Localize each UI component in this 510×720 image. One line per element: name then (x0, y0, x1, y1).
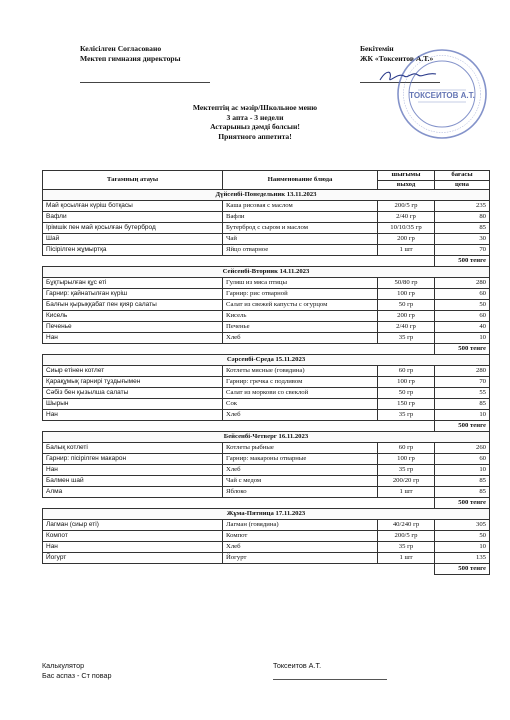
table-row (43, 542, 490, 553)
total-spacer (43, 498, 435, 509)
dish-price: 55 (435, 388, 490, 399)
dish-price: 280 (435, 278, 490, 289)
table-row (43, 410, 490, 421)
dish-output: 200/20 гр (378, 476, 435, 487)
dish-output: 1 шт (378, 553, 435, 564)
dish-name-ru: Бутерброд с сыром и маслом (223, 223, 378, 234)
table-row (43, 245, 490, 256)
dish-output: 35 гр (378, 542, 435, 553)
dish-name-kz: Шай (43, 234, 223, 245)
dish-output: 150 гр (378, 399, 435, 410)
dish-name-kz: Нан (43, 542, 223, 553)
day-total: 500 тенге (435, 421, 490, 432)
day-title: Жұма-Пятница 17.11.2023 (43, 509, 490, 520)
footer-signature-line (273, 679, 387, 680)
dish-price: 85 (435, 487, 490, 498)
dish-price: 40 (435, 322, 490, 333)
dish-name-ru: Хлеб (223, 410, 378, 421)
table-row (43, 531, 490, 542)
dish-name-kz: Вафли (43, 212, 223, 223)
table-row (43, 520, 490, 531)
dish-output: 35 гр (378, 333, 435, 344)
dish-output: 50/80 гр (378, 278, 435, 289)
dish-price: 85 (435, 223, 490, 234)
total-spacer (43, 421, 435, 432)
day-total-row (43, 498, 490, 509)
approve-company: ЖК «Токсеитов А.Т.» (360, 54, 434, 63)
dish-price: 305 (435, 520, 490, 531)
header-name-ru: Наименование блюда (223, 171, 378, 190)
dish-output: 100 гр (378, 454, 435, 465)
dish-price: 60 (435, 454, 490, 465)
dish-price: 280 (435, 366, 490, 377)
footer-signer-name: Токсеитов А.Т. (273, 661, 322, 670)
day-total-row (43, 256, 490, 267)
dish-name-ru: Кисель (223, 311, 378, 322)
approval-title: Келісілген Согласовано (80, 44, 162, 53)
dish-name-ru: Яйцо отварное (223, 245, 378, 256)
table-row (43, 399, 490, 410)
dish-name-kz: Май қосылған күріш ботқасы (43, 201, 223, 212)
menu-week: 3 апта - 3 недели (226, 112, 284, 122)
dish-name-ru: Котлеты рыбные (223, 443, 378, 454)
menu-wish-ru: Приятного аппетита! (218, 131, 292, 141)
dish-output: 60 гр (378, 366, 435, 377)
dish-output: 2/40 гр (378, 212, 435, 223)
day-total-row (43, 564, 490, 575)
handwritten-signature (378, 66, 438, 86)
dish-name-kz: Нан (43, 333, 223, 344)
dish-name-kz: Бұқтырылған құс еті (43, 278, 223, 289)
total-spacer (43, 256, 435, 267)
menu-table (42, 170, 490, 575)
footer-left (42, 661, 112, 681)
dish-name-kz: Шырын (43, 399, 223, 410)
approval-signature-line (80, 82, 210, 83)
footer-right (273, 661, 321, 671)
table-row (43, 201, 490, 212)
dish-price: 10 (435, 333, 490, 344)
table-row (43, 212, 490, 223)
dish-name-ru: Чай с медом (223, 476, 378, 487)
dish-output: 100 гр (378, 289, 435, 300)
day-header-row (43, 267, 490, 278)
day-header-row (43, 190, 490, 201)
dish-name-ru: Хлеб (223, 465, 378, 476)
dish-name-ru: Каша рисовая с маслом (223, 201, 378, 212)
dish-price: 235 (435, 201, 490, 212)
dish-name-kz: Балық котлеті (43, 443, 223, 454)
dish-name-ru: Хлеб (223, 333, 378, 344)
approval-block (80, 44, 181, 64)
dish-output: 60 гр (378, 443, 435, 454)
dish-name-kz: Сиыр етінен котлет (43, 366, 223, 377)
dish-name-ru: Гарнир: рис отварной (223, 289, 378, 300)
day-header-row (43, 509, 490, 520)
day-title: Сәрсенбі-Среда 15.11.2023 (43, 355, 490, 366)
day-total-row (43, 344, 490, 355)
table-row (43, 278, 490, 289)
dish-price: 70 (435, 377, 490, 388)
day-header-row (43, 432, 490, 443)
dish-name-kz: Компот (43, 531, 223, 542)
dish-name-kz: Ірімшік пен май қосылған бутерброд (43, 223, 223, 234)
dish-output: 2/40 гр (378, 322, 435, 333)
dish-name-ru: Котлеты мясные (говядина) (223, 366, 378, 377)
footer-calculator: Калькулятор (42, 661, 85, 670)
table-row (43, 476, 490, 487)
table-row (43, 443, 490, 454)
dish-output: 1 шт (378, 245, 435, 256)
dish-name-kz: Лагман (сиыр еті) (43, 520, 223, 531)
dish-name-kz: Йогурт (43, 553, 223, 564)
total-spacer (43, 564, 435, 575)
dish-name-kz: Балмен шай (43, 476, 223, 487)
dish-name-kz: Пісірілген жұмыртқа (43, 245, 223, 256)
menu-title: Мектептің ас мәзір/Школьное меню (192, 103, 318, 112)
dish-name-ru: Салат из моркови со свеклой (223, 388, 378, 399)
dish-price: 50 (435, 300, 490, 311)
dish-name-ru: Гуляш из мяса птицы (223, 278, 378, 289)
dish-name-kz: Гарнир: қайнатылған күріш (43, 289, 223, 300)
total-spacer (43, 344, 435, 355)
day-total: 500 тенге (435, 498, 490, 509)
dish-price: 10 (435, 410, 490, 421)
table-row (43, 553, 490, 564)
dish-output: 50 гр (378, 388, 435, 399)
day-total: 500 тенге (435, 256, 490, 267)
dish-name-kz: Балғын қырыққабат пен қияр салаты (43, 300, 223, 311)
dish-output: 40/240 гр (378, 520, 435, 531)
header-row-top (43, 171, 490, 181)
dish-name-kz: Печенье (43, 322, 223, 333)
day-total-row (43, 421, 490, 432)
menu-title-block (0, 103, 510, 141)
dish-output: 200/5 гр (378, 201, 435, 212)
dish-output: 50 гр (378, 300, 435, 311)
dish-output: 200/5 гр (378, 531, 435, 542)
dish-name-ru: Компот (223, 531, 378, 542)
dish-price: 80 (435, 212, 490, 223)
header-output: шығымы (378, 171, 435, 181)
table-row (43, 454, 490, 465)
dish-name-kz: Қарақұмық гарнирі тұздығымен (43, 377, 223, 388)
table-row (43, 377, 490, 388)
dish-output: 10/10/35 гр (378, 223, 435, 234)
dish-name-ru: Вафли (223, 212, 378, 223)
table-row (43, 333, 490, 344)
dish-output: 100 гр (378, 377, 435, 388)
table-row (43, 289, 490, 300)
dish-name-kz: Нан (43, 410, 223, 421)
table-row (43, 322, 490, 333)
dish-name-kz: Гарнир: пісірілген макарон (43, 454, 223, 465)
dish-price: 60 (435, 311, 490, 322)
dish-name-kz: Нан (43, 465, 223, 476)
dish-price: 60 (435, 289, 490, 300)
dish-price: 10 (435, 542, 490, 553)
dish-price: 30 (435, 234, 490, 245)
header-price-ru: цена (435, 180, 490, 190)
table-row (43, 388, 490, 399)
day-title: Сейсенбі-Вторник 14.11.2023 (43, 267, 490, 278)
stamp-name: ТОКСЕИТОВ А.Т. (409, 91, 475, 100)
table-row (43, 366, 490, 377)
day-total: 500 тенге (435, 344, 490, 355)
dish-name-ru: Яблоко (223, 487, 378, 498)
dish-name-ru: Салат из свежей капусты с огурцом (223, 300, 378, 311)
dish-name-ru: Чай (223, 234, 378, 245)
dish-price: 85 (435, 399, 490, 410)
day-header-row (43, 355, 490, 366)
dish-output: 200 гр (378, 311, 435, 322)
dish-name-ru: Хлеб (223, 542, 378, 553)
dish-name-ru: Гарнир: макароны отварные (223, 454, 378, 465)
dish-name-ru: Йогурт (223, 553, 378, 564)
dish-name-kz: Алма (43, 487, 223, 498)
approval-role: Мектеп гимназия директоры (80, 54, 181, 63)
dish-output: 1 шт (378, 487, 435, 498)
dish-name-ru: Гарнир: гречка с подливом (223, 377, 378, 388)
header-output-ru: выход (378, 180, 435, 190)
header-price: бағасы (435, 171, 490, 181)
dish-price: 10 (435, 465, 490, 476)
day-title: Бейсенбі-Четверг 16.11.2023 (43, 432, 490, 443)
dish-output: 200 гр (378, 234, 435, 245)
day-total: 500 тенге (435, 564, 490, 575)
header-name-kz: Тағамның атауы (43, 171, 223, 190)
dish-price: 50 (435, 531, 490, 542)
dish-price: 85 (435, 476, 490, 487)
table-row (43, 487, 490, 498)
menu-wish-kz: Астарыныз дәмді болсын! (210, 122, 300, 132)
dish-output: 35 гр (378, 410, 435, 421)
dish-name-ru: Печенье (223, 322, 378, 333)
dish-name-ru: Сок (223, 399, 378, 410)
table-row (43, 465, 490, 476)
dish-price: 135 (435, 553, 490, 564)
table-row (43, 234, 490, 245)
dish-name-ru: Лагман (говядина) (223, 520, 378, 531)
dish-price: 260 (435, 443, 490, 454)
dish-price: 70 (435, 245, 490, 256)
table-row (43, 223, 490, 234)
table-row (43, 311, 490, 322)
dish-output: 35 гр (378, 465, 435, 476)
approve-title: Бекітемін (360, 44, 394, 53)
dish-name-kz: Кисель (43, 311, 223, 322)
day-title: Дүйсенбі-Понедельник 13.11.2023 (43, 190, 490, 201)
table-row (43, 300, 490, 311)
dish-name-kz: Сәбіз бен қызылша салаты (43, 388, 223, 399)
footer-chef: Бас аспаз - Ст повар (42, 671, 112, 680)
